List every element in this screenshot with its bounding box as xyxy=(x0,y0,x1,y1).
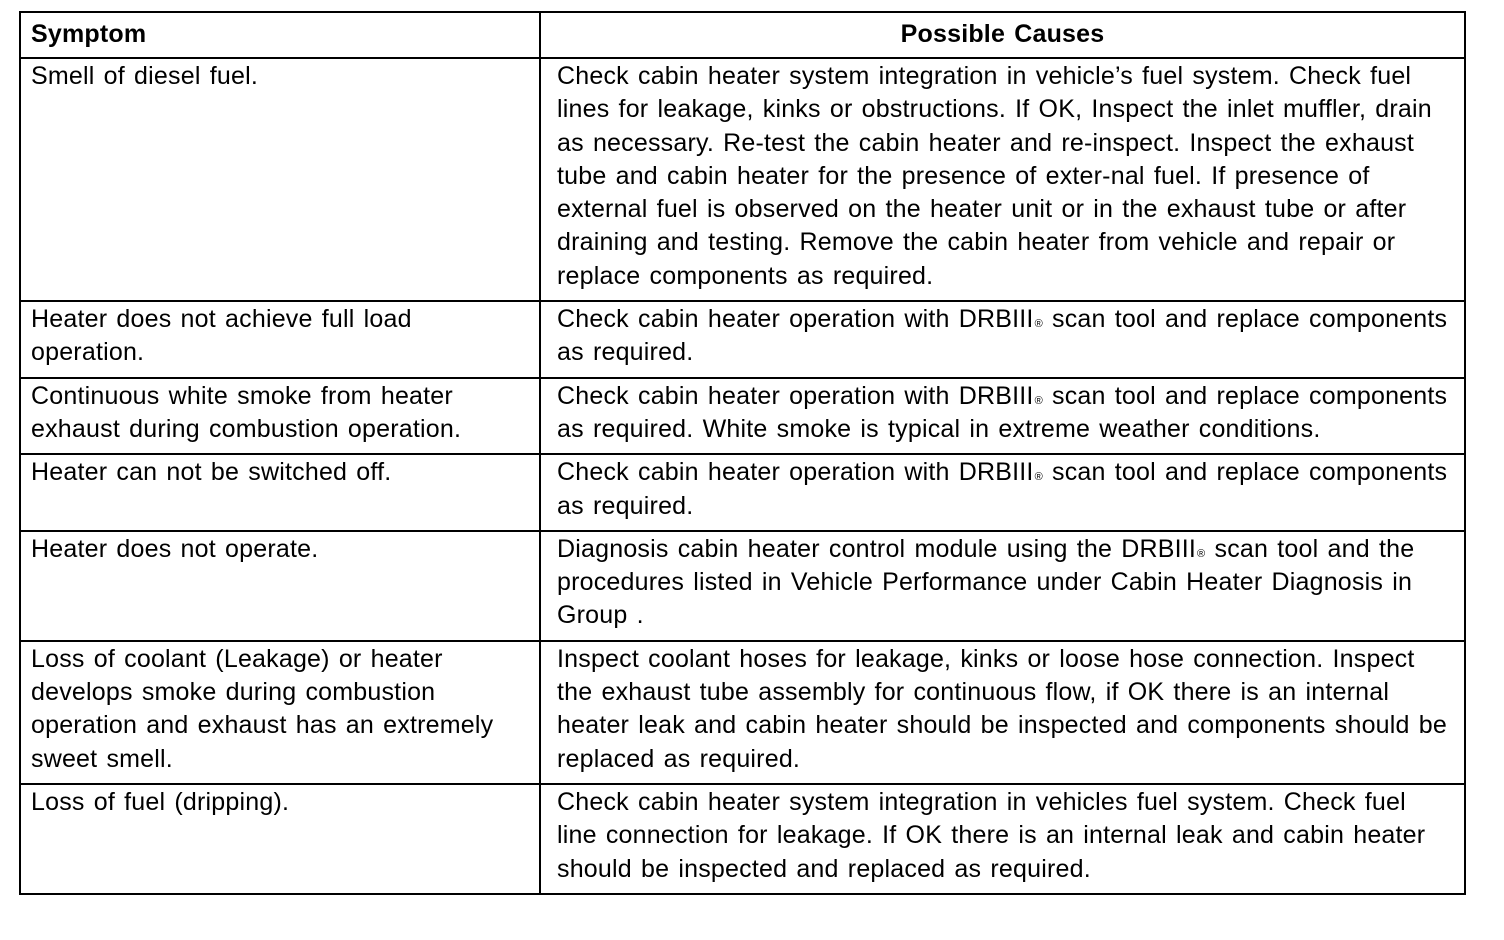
cause-text: Check cabin heater system integration in vehicles fuel system. Check fuel line connection for leakage. If OK there is an internal leak and cabin heater should be inspected and replaced as required. xyxy=(557,787,1426,883)
symptom-cell: Heater can not be switched off. xyxy=(20,454,540,531)
cause-text: Check cabin heater operation with DRBIII xyxy=(557,305,1034,334)
table-row xyxy=(20,378,1465,455)
registered-mark: ® xyxy=(1034,318,1043,331)
table-row xyxy=(20,784,1465,894)
symptom-column-header: Symptom xyxy=(20,12,540,58)
cause-text: Check cabin heater system integration in vehicle’s fuel system. Check fuel lines for leakage, kinks or obstructions. If OK, Inspect the inlet muffler, drain as necessary. Re-test the cabin heater and re-inspect. Inspect the exhaust tube and cabin heater for the presence of exter-nal fuel. If presence of external fuel is observed on the heater unit or in the exhaust tube or after draining and testing. Remove the cabin heater from vehicle and repair or replace components as required. xyxy=(557,62,1432,290)
cause-cell xyxy=(540,301,1465,378)
symptom-cell: Heater does not operate. xyxy=(20,531,540,641)
cause-cell xyxy=(540,641,1465,784)
cause-text-continued: scan tool and replace components as required. xyxy=(557,458,1448,520)
cause-text: Inspect coolant hoses for leakage, kinks or loose hose connection. Inspect the exhaust tube assembly for continuous flow, if OK there is an internal heater leak and cabin heater should be inspected and components should be replaced as required. xyxy=(557,644,1447,773)
symptom-cell: Smell of diesel fuel. xyxy=(20,58,540,301)
cause-text-continued: scan tool and replace components as required. xyxy=(557,305,1448,367)
symptom-cell: Loss of coolant (Leakage) or heater develops smoke during combustion operation and exhaust has an extremely sweet smell. xyxy=(20,641,540,784)
registered-mark: ® xyxy=(1034,471,1043,484)
cause-text-continued: scan tool and the procedures listed in Vehicle Performance under Cabin Heater Diagnosis in Group . xyxy=(557,534,1415,630)
table-row xyxy=(20,641,1465,784)
cause-text-continued: scan tool and replace components as required. White smoke is typical in extreme weather conditions. xyxy=(557,381,1448,443)
troubleshooting-table xyxy=(19,11,1466,895)
registered-mark: ® xyxy=(1034,394,1043,407)
cause-cell xyxy=(540,58,1465,301)
symptom-cell: Loss of fuel (dripping). xyxy=(20,784,540,894)
cause-cell xyxy=(540,784,1465,894)
symptom-cell: Continuous white smoke from heater exhaust during combustion operation. xyxy=(20,378,540,455)
table-row xyxy=(20,301,1465,378)
cause-text: Check cabin heater operation with DRBIII xyxy=(557,381,1034,410)
cause-text: Diagnosis cabin heater control module using the DRBIII xyxy=(557,534,1197,563)
cause-text: Check cabin heater operation with DRBIII xyxy=(557,458,1034,487)
table-row xyxy=(20,454,1465,531)
cause-cell xyxy=(540,378,1465,455)
registered-mark: ® xyxy=(1197,547,1206,560)
cause-cell xyxy=(540,531,1465,641)
table-header-row xyxy=(20,12,1465,58)
symptom-cell: Heater does not achieve full load operation. xyxy=(20,301,540,378)
table-row xyxy=(20,58,1465,301)
cause-cell xyxy=(540,454,1465,531)
possible-causes-column-header: Possible Causes xyxy=(540,12,1465,58)
troubleshooting-table-container xyxy=(19,11,1464,895)
table-row xyxy=(20,531,1465,641)
